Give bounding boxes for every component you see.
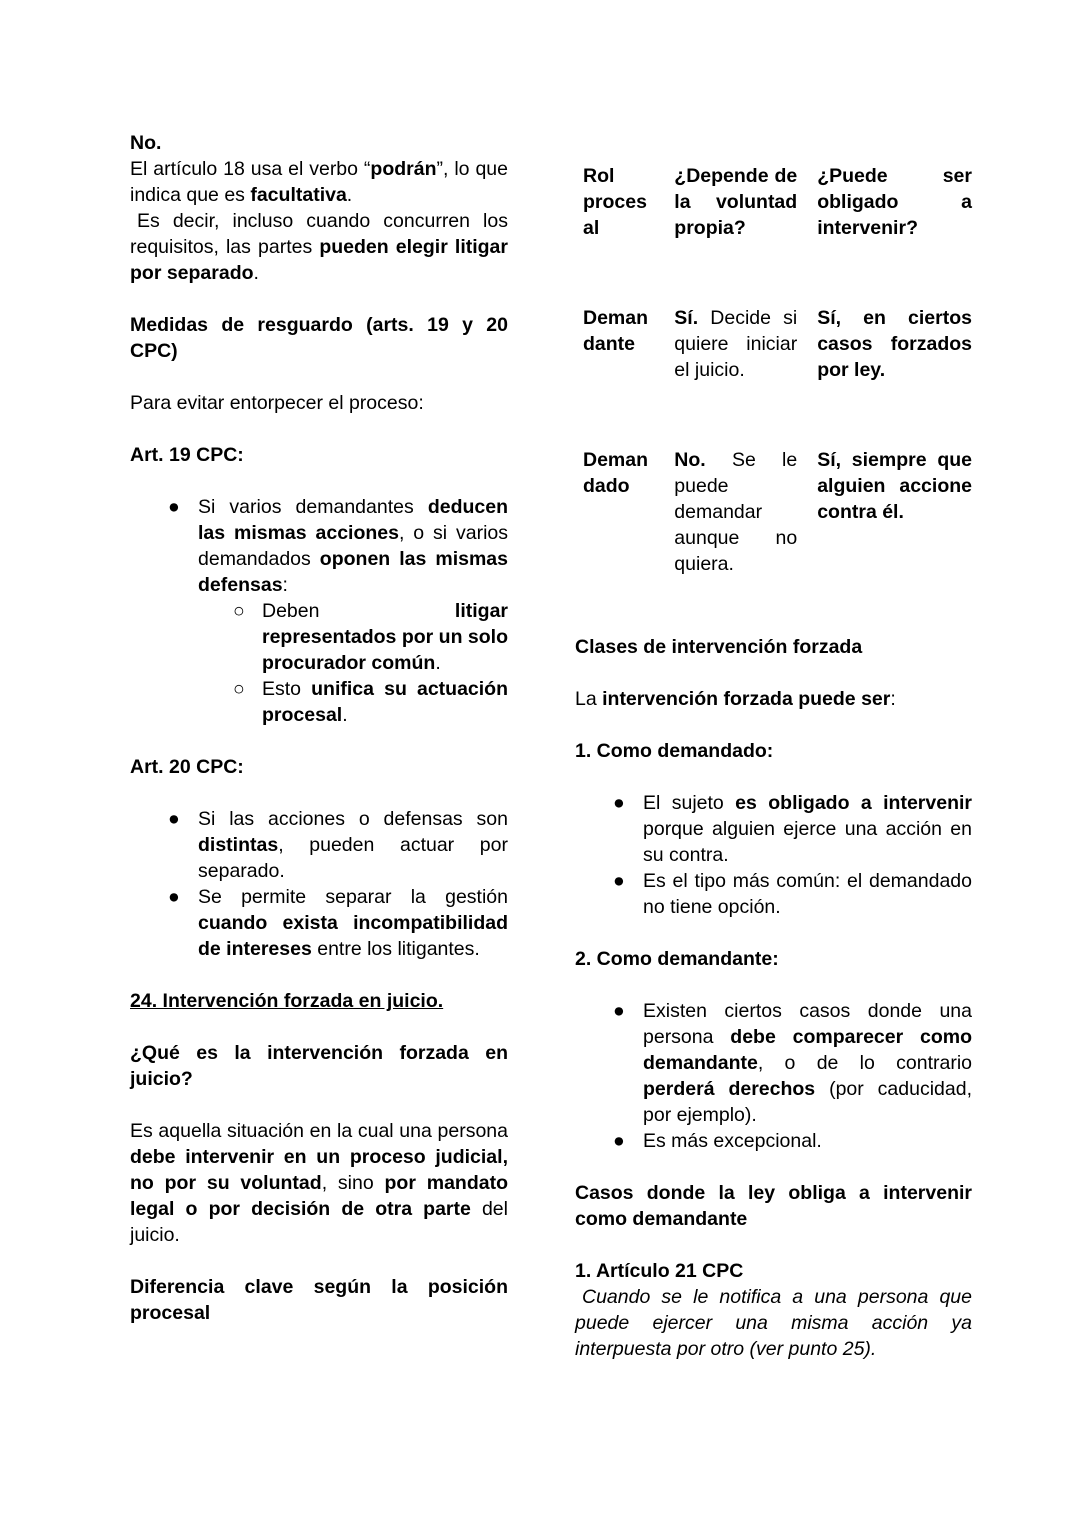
table-cell [575,272,666,414]
text-run: . [253,262,259,284]
blank-line [130,364,508,390]
text-run: Sí. [674,307,699,329]
text-run: Demandante [583,307,649,355]
text-run: porque alguien ejerce una acción en su contra. [643,818,972,866]
text-run: del juicio. [130,1198,508,1246]
list-item [130,884,508,962]
text-run: intervención forzada puede ser [602,688,891,710]
text-run: Es más excepcional. [643,1130,822,1152]
text-run: ¿Depende de la voluntad propia? [674,165,798,239]
text-run: : [890,688,896,710]
paragraph [575,634,972,660]
list-item-text [198,494,508,598]
paragraph [583,305,654,357]
paragraph [130,208,508,286]
paragraph [674,163,797,241]
table-cell [575,414,666,608]
table-header-row [575,130,972,272]
blank-line [575,764,972,790]
text-run: 24. Intervención forzada en juicio. [130,990,444,1012]
paragraph [130,1274,508,1326]
table-header-cell [809,130,972,272]
text-run: Sí, siempre que alguien accione contra él. [817,449,972,523]
procedural-roles-table [575,130,972,608]
bullet-list [575,998,972,1154]
list-item [130,494,508,598]
paragraph [130,1040,508,1092]
list-item-text [643,1128,972,1154]
list-item-text [643,998,972,1128]
sub-list-item [130,676,508,728]
table-row [575,414,972,608]
paragraph [130,988,508,1014]
paragraph [575,1284,972,1362]
text-run: cuando exista incompatibilidad de intereses [198,912,508,960]
blank-line [130,962,508,988]
paragraph [674,305,797,383]
paragraph [575,686,972,712]
table-header-cell [666,130,809,272]
paragraph [130,156,508,208]
list-item-text [643,790,972,868]
text-run: facultativa [250,184,347,206]
list-item-text [198,806,508,884]
bullet-list [130,806,508,962]
text-run: Si las acciones o defensas son [198,808,508,830]
text-run: El artículo 18 usa el verbo “ [130,158,371,180]
left-column [130,130,508,1362]
text-run: Medidas de resguardo (arts. 19 y 20 CPC) [130,314,508,362]
blank-line [130,728,508,754]
text-run: 1. Como demandado: [575,740,774,762]
bullet-icon: ● [613,1130,625,1152]
text-run: ¿Puede ser obligado a intervenir? [817,165,972,239]
text-run: Existen ciertos casos donde una persona [643,1000,972,1048]
bullet-icon: ● [168,496,180,518]
text-run: (por caducidad, por ejemplo). [643,1078,972,1126]
text-run: unifica su actuación procesal [262,678,508,726]
bullet-icon: ● [168,808,180,830]
paragraph [130,1118,508,1248]
blank-line [575,920,972,946]
text-run: Decide si quiere iniciar el juicio. [674,307,798,381]
text-run: es obligado a intervenir [735,792,972,814]
blank-line [575,712,972,738]
paragraph [130,130,508,156]
table-cell [809,272,972,414]
text-run: , o si varios demandados [198,522,508,570]
text-run: ”, lo que indica que es [130,158,508,206]
text-run: entre los litigantes. [311,938,480,960]
text-run: Art. 19 CPC: [130,444,244,466]
blank-line [575,1232,972,1258]
text-run: por mandato legal o por decisión de otra parte [130,1172,508,1220]
blank-line [130,1014,508,1040]
text-run: litigar representados por un solo procurador común [262,600,508,674]
table-cell [666,272,809,414]
text-run: 2. Como demandante: [575,948,779,970]
blank-line [130,780,508,806]
blank-line [130,468,508,494]
text-run: . [435,652,441,674]
sub-list-item [130,598,508,676]
text-run: Art. 20 CPC: [130,756,244,778]
paragraph [575,1180,972,1232]
list-item-text [198,884,508,962]
text-run: Para evitar entorpecer el proceso: [130,392,424,414]
right-column [575,130,972,1362]
text-run: Sí, en ciertos casos forzados por ley. [817,307,972,381]
paragraph [817,163,972,241]
text-run: Se le puede demandar aunque no quiera. [674,449,798,575]
blank-line [130,416,508,442]
text-run: . [342,704,348,726]
text-run: deducen las mismas acciones [198,496,508,544]
text-run: : [282,574,288,596]
text-run: . [346,184,353,206]
text-run: No. [674,449,706,471]
text-run: Es aquella situación en la cual una persona [130,1120,508,1142]
list-item-text [262,676,508,728]
list-item-text [643,868,972,920]
list-item [575,790,972,868]
text-run: Casos donde la ley obliga a intervenir como demandante [575,1182,972,1230]
blank-line [575,972,972,998]
bullet-icon: ● [613,870,625,892]
text-run: Si varios demandantes [198,496,428,518]
blank-line [575,1154,972,1180]
blank-line [130,1092,508,1118]
table-row [575,272,972,414]
two-column-layout [130,130,972,1362]
text-run: Rol procesal [583,165,647,239]
text-run: Es el tipo más común: el demandado no tiene opción. [643,870,972,918]
text-run: , pueden actuar por separado. [198,834,508,882]
text-run: perderá derechos [643,1078,816,1100]
text-run: Clases de intervención forzada [575,636,863,658]
list-item [575,868,972,920]
paragraph [575,946,972,972]
text-run: debe comparecer como demandante [643,1026,973,1074]
paragraph [130,390,508,416]
table-cell [666,414,809,608]
text-run: Demandado [583,449,649,497]
list-item [130,806,508,884]
paragraph [130,442,508,468]
bullet-list [575,790,972,920]
text-run: Deben [262,600,455,622]
text-run: oponen las mismas defensas [198,548,509,596]
circle-bullet-icon: ○ [233,600,245,622]
text-run: distintas [198,834,279,856]
blank-line [130,286,508,312]
blank-line [575,608,972,634]
blank-line [575,660,972,686]
text-run: No. [130,132,162,154]
text-run: Esto [262,678,312,700]
list-item [575,998,972,1128]
table-header-cell [575,130,666,272]
list-item-text [262,598,508,676]
paragraph [674,447,797,577]
bullet-icon: ● [168,886,180,908]
text-run: debe intervenir en un proceso judicial, no por su voluntad [130,1146,508,1194]
text-run: , sino [321,1172,385,1194]
text-run: pueden elegir litigar por separado [130,236,508,284]
text-run: , o de lo contrario [757,1052,972,1074]
paragraph [817,447,972,525]
paragraph [583,447,654,499]
text-run: Cuando se le notifica a una persona que puede ejercer una misma acción ya interpuesta por otro (ver punto 25). [575,1286,972,1360]
list-item [575,1128,972,1154]
text-run: Es decir, incluso cuando concurren los requisitos, las partes [130,210,508,258]
text-run: La [575,688,603,710]
circle-bullet-icon: ○ [233,678,245,700]
paragraph [130,754,508,780]
bullet-list [130,494,508,728]
text-run: ¿Qué es la intervención forzada en juicio? [130,1042,508,1090]
bullet-icon: ● [613,1000,625,1022]
bullet-icon: ● [613,792,625,814]
text-run: El sujeto [643,792,736,814]
paragraph [817,305,972,383]
paragraph [575,1258,972,1284]
paragraph [583,163,654,241]
table-cell [809,414,972,608]
text-run: podrán [370,158,437,180]
text-run: 1. Artículo 21 CPC [575,1260,744,1282]
blank-line [130,1248,508,1274]
paragraph [130,312,508,364]
text-run: Diferencia clave según la posición procesal [130,1276,508,1324]
paragraph [575,738,972,764]
text-run: Se permite separar la gestión [198,886,508,908]
